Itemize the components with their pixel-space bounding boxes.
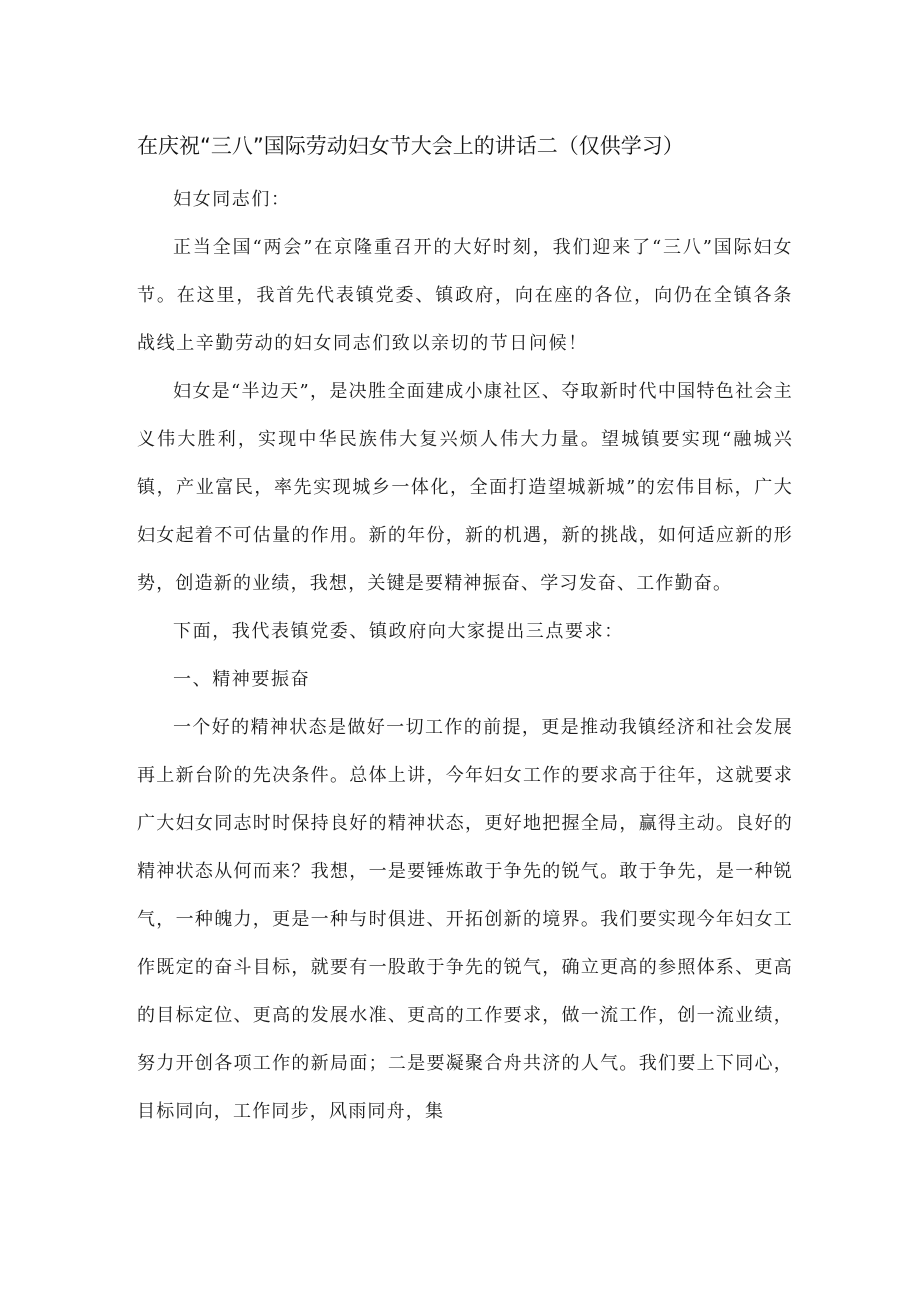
- greeting-paragraph: 正当全国“两会”在京隆重召开的大好时刻，我们迎来了“三八”国际妇女节。在这里，我首先代表镇党委、镇政府，向在座的各位，向仍在全镇各条战线上辛勤劳动的妇女同志们致以亲切的节日问候！: [137, 237, 793, 354]
- document-body: [137, 176, 793, 1136]
- requirements-intro-paragraph: 下面，我代表镇党委、镇政府向大家提出三点要求：: [173, 621, 624, 642]
- women-role-paragraph: 妇女是“半边天”，是决胜全面建成小康社区、夺取新时代中国特色社会主义伟大胜利，实现中华民族伟大复兴烦人伟大力量。望城镇要实现“融城兴镇，产业富民，率先实现城乡一体化，全面打造望城新城”的宏伟目标，广大妇女起着不可估量的作用。新的年份，新的机遇，新的挑战，如何适应新的形势，创造新的业绩，我想，关键是要精神振奋、学习发奋、工作勤奋。: [137, 381, 793, 594]
- salutation-paragraph: 妇女同志们：: [173, 189, 291, 210]
- document-title: 在庆祝“三八”国际劳动妇女节大会上的讲话二（仅供学习）: [137, 134, 684, 158]
- spirit-paragraph: 一个好的精神状态是做好一切工作的前提，更是推动我镇经济和社会发展再上新台阶的先决条件。总体上讲，今年妇女工作的要求高于往年，这就要求广大妇女同志时时保持良好的精神状态，更好地把握全局，赢得主动。良好的精神状态从何而来？我想，一是要锤炼敢于争先的锐气。敢于争先，是一种锐气，一种魄力，更是一种与时俱进、开拓创新的境界。我们要实现今年妇女工作既定的奋斗目标，就要有一股敢于争先的锐气，确立更高的参照体系、更高的目标定位、更高的发展水准、更高的工作要求，做一流工作，创一流业绩，努力开创各项工作的新局面；二是要凝聚合舟共济的人气。我们要上下同心，目标同向，工作同步，风雨同舟，集: [137, 717, 793, 1122]
- section-heading-spirit: 一、精神要振奋: [173, 669, 311, 690]
